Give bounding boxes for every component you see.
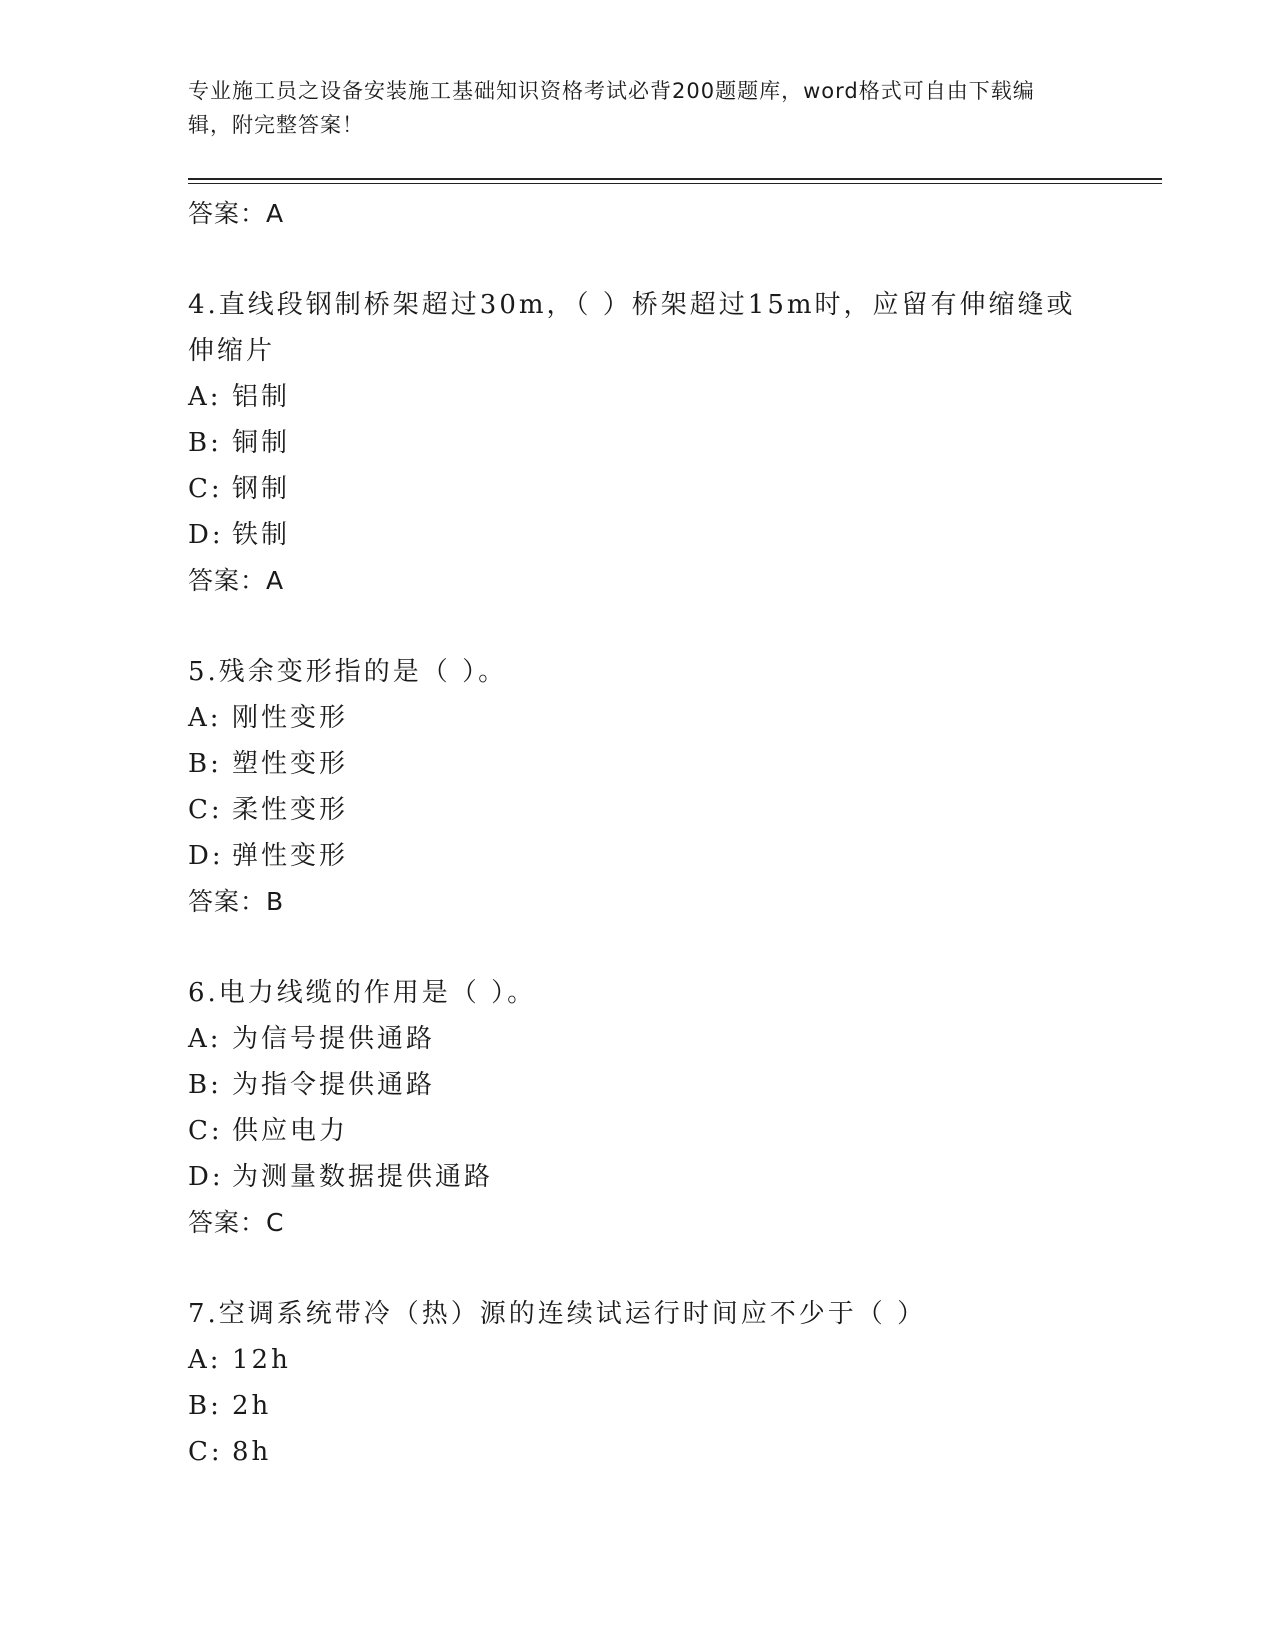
option-text: 铝制 bbox=[232, 382, 291, 412]
option-d bbox=[188, 512, 1088, 558]
document-header: 专业施工员之设备安装施工基础知识资格考试必背200题题库，word格式可自由下载编辑，附完整答案！ bbox=[188, 79, 1035, 137]
option-text: 供应电力 bbox=[232, 1116, 349, 1146]
option-text: 2h bbox=[232, 1391, 272, 1421]
option-text: 塑性变形 bbox=[232, 749, 349, 779]
spacer bbox=[188, 237, 1088, 282]
option-letter: D: bbox=[188, 520, 224, 550]
option-letter: C: bbox=[188, 474, 223, 504]
option-letter: B: bbox=[188, 749, 222, 779]
option-letter: D: bbox=[188, 841, 224, 871]
option-text: 8h bbox=[232, 1437, 272, 1467]
question-block bbox=[188, 1291, 1088, 1475]
option-text: 12h bbox=[232, 1345, 291, 1375]
option-text: 为指令提供通路 bbox=[232, 1070, 436, 1100]
answer-line: 答案：B bbox=[188, 887, 285, 916]
option-text: 为测量数据提供通路 bbox=[232, 1162, 494, 1192]
option-letter: B: bbox=[188, 1070, 222, 1100]
answer-line: 答案：C bbox=[188, 1208, 285, 1237]
option-letter: A: bbox=[188, 703, 222, 733]
option-c bbox=[188, 1429, 1088, 1475]
option-a bbox=[188, 1337, 1088, 1383]
question-text: 4.直线段钢制桥架超过30m，（ ）桥架超过15m时，应留有伸缩缝或伸缩片 bbox=[188, 290, 1076, 366]
option-letter: C: bbox=[188, 1437, 223, 1467]
question-text: 5.残余变形指的是（ ）。 bbox=[188, 657, 508, 687]
option-text: 弹性变形 bbox=[232, 841, 349, 871]
option-b bbox=[188, 1062, 1088, 1108]
option-d bbox=[188, 1154, 1088, 1200]
option-a bbox=[188, 1016, 1088, 1062]
option-letter: A: bbox=[188, 1345, 222, 1375]
option-text: 为信号提供通路 bbox=[232, 1024, 436, 1054]
option-text: 刚性变形 bbox=[232, 703, 349, 733]
question-list bbox=[188, 191, 1088, 1475]
answer-line: 答案：A bbox=[188, 566, 285, 595]
option-letter: C: bbox=[188, 795, 223, 825]
option-b bbox=[188, 1383, 1088, 1429]
question-text: 6.电力线缆的作用是（ ）。 bbox=[188, 978, 537, 1008]
option-a bbox=[188, 374, 1088, 420]
header-divider-thin bbox=[188, 183, 1162, 184]
option-text: 柔性变形 bbox=[232, 795, 349, 825]
spacer bbox=[188, 925, 1088, 970]
option-b bbox=[188, 741, 1088, 787]
header-divider-thick bbox=[188, 178, 1162, 180]
option-letter: B: bbox=[188, 428, 222, 458]
option-c bbox=[188, 787, 1088, 833]
option-letter: C: bbox=[188, 1116, 223, 1146]
option-b bbox=[188, 420, 1088, 466]
option-a bbox=[188, 695, 1088, 741]
spacer bbox=[188, 1246, 1088, 1291]
question-block bbox=[188, 649, 1088, 925]
question-block bbox=[188, 970, 1088, 1246]
answer-line: 答案：A bbox=[188, 199, 285, 228]
spacer bbox=[188, 604, 1088, 649]
option-text: 铁制 bbox=[232, 520, 291, 550]
option-c bbox=[188, 466, 1088, 512]
option-letter: A: bbox=[188, 382, 222, 412]
option-letter: B: bbox=[188, 1391, 222, 1421]
question-block bbox=[188, 282, 1088, 604]
option-text: 钢制 bbox=[232, 474, 291, 504]
option-letter: A: bbox=[188, 1024, 222, 1054]
option-text: 铜制 bbox=[232, 428, 291, 458]
question-text: 7.空调系统带冷（热）源的连续试运行时间应不少于（ ） bbox=[188, 1299, 927, 1329]
option-letter: D: bbox=[188, 1162, 224, 1192]
option-c bbox=[188, 1108, 1088, 1154]
option-d bbox=[188, 833, 1088, 879]
